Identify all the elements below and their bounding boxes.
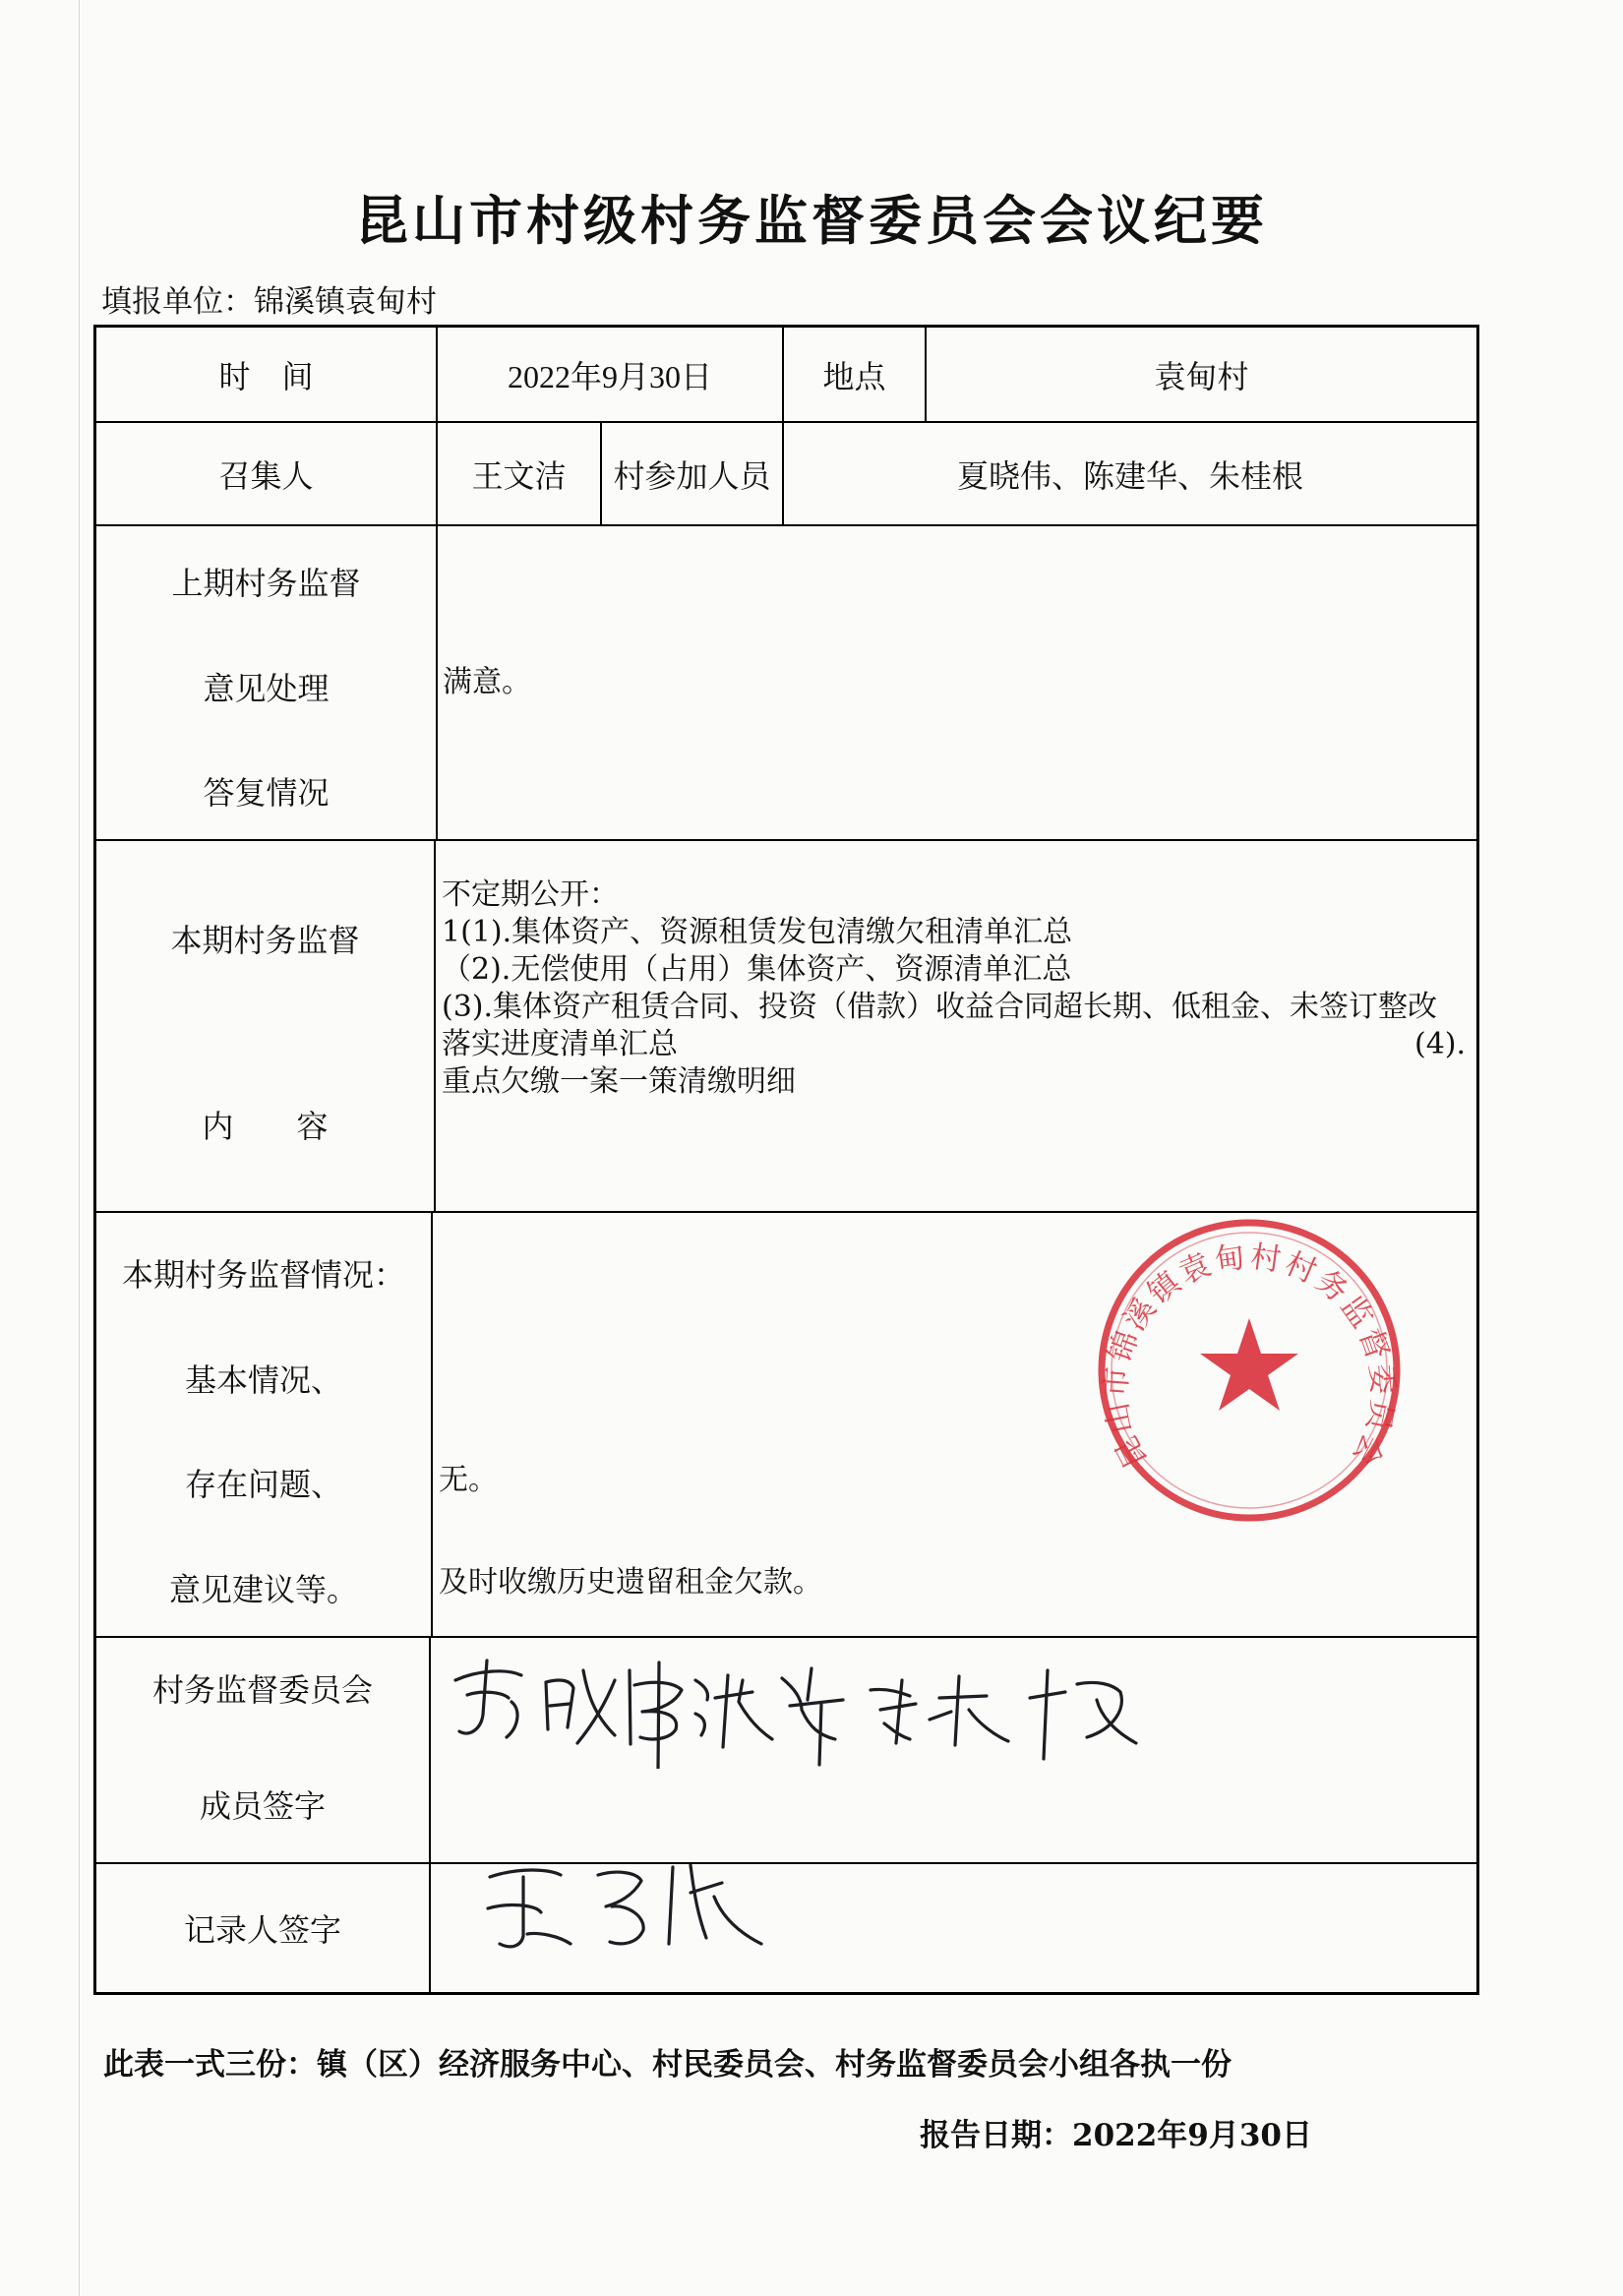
suggestion-value: 及时收缴历史遗留租金欠款。 <box>439 1565 822 1600</box>
page-title: 昆山市村级村务监督委员会会议纪要 <box>355 189 1268 252</box>
previous-label-line-2: 意见处理 <box>203 670 330 707</box>
content-line-3: （2).无偿使用（占用）集体资产、资源清单汇总 <box>442 952 1072 987</box>
situation-label-line-2: 基本情况、 <box>184 1361 342 1399</box>
copies-note: 此表一式三份：镇（区）经济服务中心、村民委员会、村务监督委员会小组各执一份 <box>103 2047 1232 2083</box>
current-content-label-top: 本期村务监督 <box>170 922 360 959</box>
content-line-5: 落实进度清单汇总 <box>442 1027 678 1061</box>
current-content-label-bottom: 内 容 <box>202 1108 329 1145</box>
members-sign-label-line-1: 村务监督委员会 <box>151 1671 373 1709</box>
previous-label-line-3: 答复情况 <box>203 774 330 812</box>
situation-label-line-1: 本期村务监督情况： <box>121 1256 405 1294</box>
scan-edge-line <box>79 0 80 2296</box>
previous-label-line-1: 上期村务监督 <box>171 565 361 602</box>
content-line-4: (3).集体资产租赁合同、投资（借款）收益合同超长期、低租金、未签订整改 <box>442 990 1438 1024</box>
situation-label-line-4: 意见建议等。 <box>168 1571 358 1608</box>
official-seal-stamp <box>1087 1208 1412 1533</box>
content-line-1: 不定期公开： <box>442 877 619 912</box>
place-label: 地点 <box>822 357 886 395</box>
content-marker-4: (4). <box>1414 1027 1467 1061</box>
situation-label-line-3: 存在问题、 <box>184 1466 342 1503</box>
participants-value: 夏晓伟、陈建华、朱桂根 <box>956 456 1303 495</box>
reporting-unit <box>101 276 437 321</box>
place-value: 袁甸村 <box>1154 357 1249 395</box>
recorder-handwritten-signature <box>480 1847 775 1956</box>
time-label: 时 间 <box>218 357 314 395</box>
members-sign-label-line-2: 成员签字 <box>199 1787 326 1825</box>
participants-label: 村参加人员 <box>613 456 771 495</box>
report-date <box>920 2110 1312 2154</box>
content-line-6: 重点欠缴一案一策清缴明细 <box>442 1064 796 1099</box>
seal-star-icon <box>1200 1318 1298 1411</box>
report-date-label: 报告日期： <box>920 2118 1072 2153</box>
reporting-unit-label: 填报单位： <box>101 284 254 320</box>
previous-reply-content: 满意。 <box>443 665 531 699</box>
convener-label: 召集人 <box>218 456 314 495</box>
report-date-value: 2022年9月30日 <box>1072 2118 1312 2153</box>
recorder-sign-label: 记录人签字 <box>183 1911 341 1949</box>
seal-text: 昆山市锦溪镇袁甸村村务监督委员会 <box>1098 1239 1401 1475</box>
members-handwritten-signature <box>448 1641 1156 1769</box>
reporting-unit-value: 锦溪镇袁甸村 <box>254 284 437 320</box>
time-value: 2022年9月30日 <box>507 358 712 394</box>
convener-value: 王文洁 <box>471 456 567 495</box>
content-line-2: 1(1).集体资产、资源租赁发包清缴欠租清单汇总 <box>442 915 1073 949</box>
problems-value: 无。 <box>439 1463 498 1497</box>
